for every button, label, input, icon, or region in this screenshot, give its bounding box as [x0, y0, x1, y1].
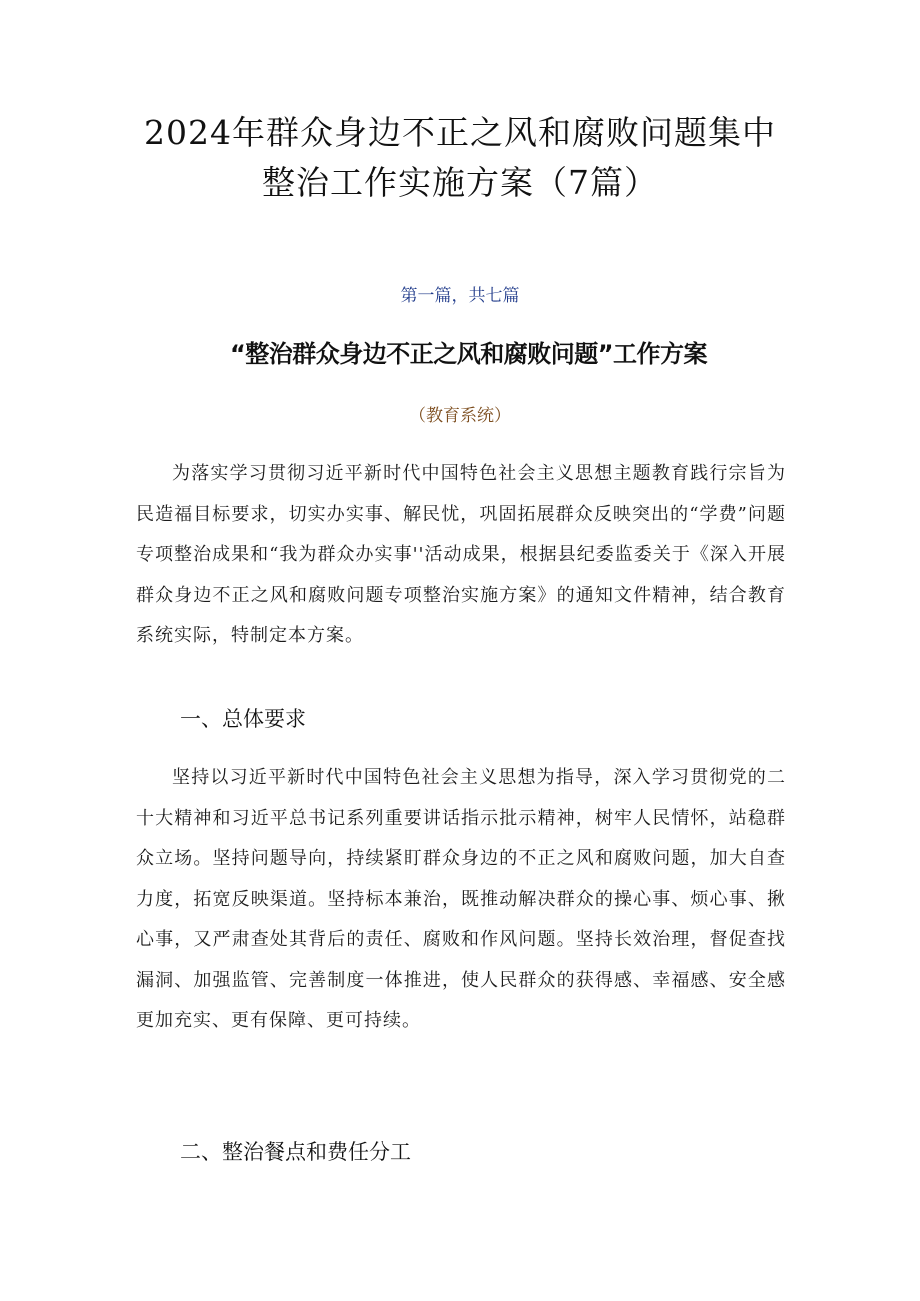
document-title-line-1: 2024年群众身边不正之风和腐败问题集中 — [144, 113, 776, 152]
section-heading-rectification-division: 二、整治餐点和费任分工 — [180, 1140, 411, 1164]
part-label: 第一篇，共七篇 — [400, 286, 520, 306]
sub-title-note: （教育系统） — [409, 406, 511, 426]
document-title-line-2: 整治工作实施方案（7篇） — [262, 163, 658, 202]
sub-title: “整治群众身边不正之风和腐败问题”工作方案 — [230, 340, 708, 368]
intro-paragraph: 为落实学习贯彻习近平新时代中国特色社会主义思想主题教育践行宗旨为民造福目标要求，切实办实事、解民忧，巩固拓展群众反映突出的“学费”问题专项整治成果和“我为群众办实事''活动成果，根据县纪委监委关于《深入开展群众身边不正之风和腐败问题专项整治实施方案》的通知文件精神，结合教育系统实际，特制定本方案。 — [136, 463, 786, 646]
section-heading-general-requirements: 一、总体要求 — [180, 707, 306, 731]
document-title — [110, 108, 810, 208]
section-1-paragraph: 坚持以习近平新时代中国特色社会主义思想为指导，深入学习贯彻党的二十大精神和习近平总书记系列重要讲话指示批示精神，树牢人民情怀，站稳群众立场。坚持问题导向，持续紧盯群众身边的不正之风和腐败问题，加大自查力度，拓宽反映渠道。坚持标本兼治，既推动解决群众的操心事、烦心事、揪心事，又严肃查处其背后的责任、腐败和作风问题。坚持长效治理，督促查找漏洞、加强监管、完善制度一体推进，使人民群众的获得感、幸福感、安全感更加充实、更有保障、更可持续。 — [136, 767, 786, 1031]
